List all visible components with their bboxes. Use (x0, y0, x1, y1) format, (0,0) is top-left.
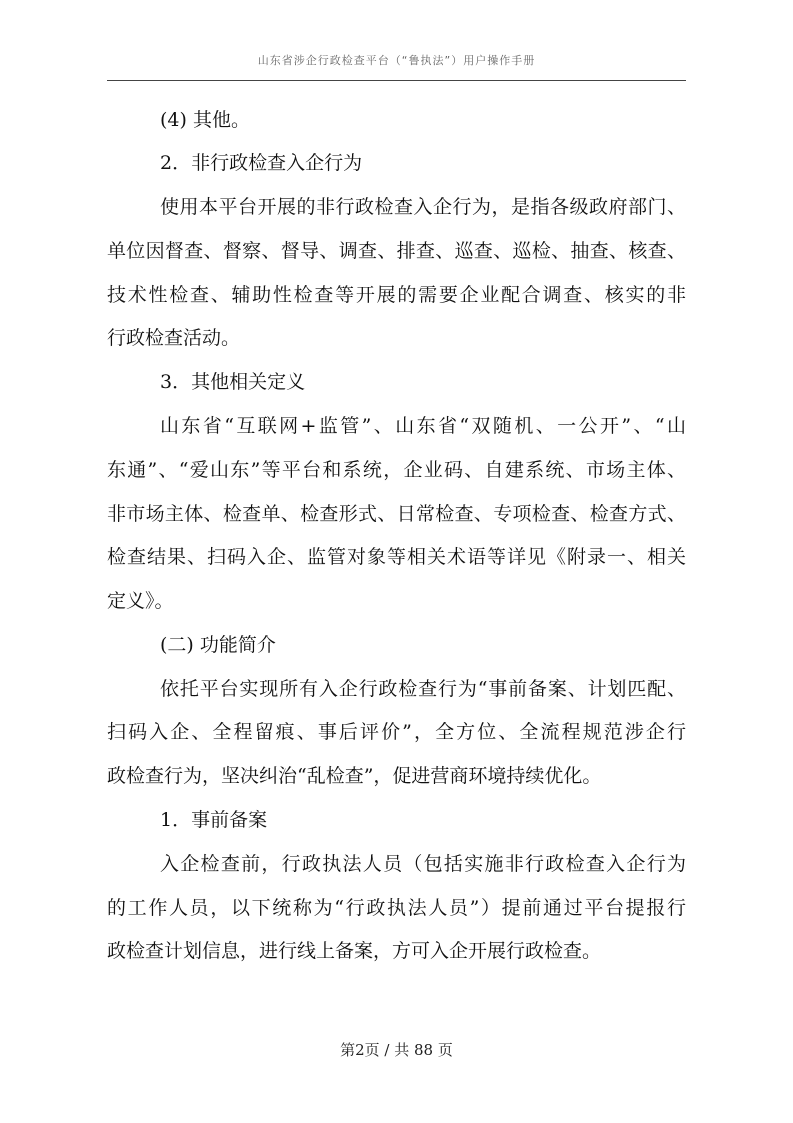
paragraph-line: 山东省“互联网+监管”、山东省“双随机、一公开”、“山 (160, 415, 686, 437)
section-heading-other-definitions: 3．其他相关定义 (160, 371, 306, 393)
running-header: 山东省涉企行政检查平台（“鲁执法”）用户操作手册 (257, 54, 536, 67)
paragraph-line: 定义》。 (107, 590, 174, 612)
paragraph-line: 的工作人员，以下统称为“行政执法人员”）提前通过平台提报行 (107, 897, 686, 919)
paragraph-line: 东通”、“爱山东”等平台和系统，企业码、自建系统、市场主体、 (107, 459, 686, 481)
paragraph-line: 入企检查前，行政执法人员（包括实施非行政检查入企行为 (160, 853, 686, 875)
paragraph-line: 单位因督查、督察、督导、调查、排查、巡查、巡检、抽查、核查、 (107, 240, 686, 262)
paragraph-line: 行政检查活动。 (107, 327, 241, 349)
section-heading-pre-filing: 1．事前备案 (160, 809, 268, 831)
paragraph-line: 扫码入企、全程留痕、事后评价”，全方位、全流程规范涉企行 (107, 721, 686, 743)
paragraph-line: 使用本平台开展的非行政检查入企行为，是指各级政府部门、 (160, 196, 686, 218)
section-heading-non-admin-inspection: 2．非行政检查入企行为 (160, 152, 363, 174)
page-number: 第2页 / 共 88 页 (340, 1041, 453, 1059)
paragraph-line: 检查结果、扫码入企、监管对象等相关术语等详见《附录一、相关 (107, 546, 686, 568)
header-divider (107, 80, 686, 81)
paragraph-line: 依托平台实现所有入企行政检查行为“事前备案、计划匹配、 (160, 678, 686, 700)
section-heading-function-intro: (二) 功能简介 (160, 634, 276, 656)
paragraph-line: 非市场主体、检查单、检查形式、日常检查、专项检查、检查方式、 (107, 503, 686, 525)
paragraph-line: 政检查计划信息，进行线上备案，方可入企开展行政检查。 (107, 940, 602, 962)
paragraph-line: 政检查行为，坚决纠治“乱检查”，促进营商环境持续优化。 (107, 765, 602, 787)
paragraph-line: 技术性检查、辅助性检查等开展的需要企业配合调查、核实的非 (107, 284, 686, 306)
list-item-other: (4) 其他。 (160, 109, 250, 131)
